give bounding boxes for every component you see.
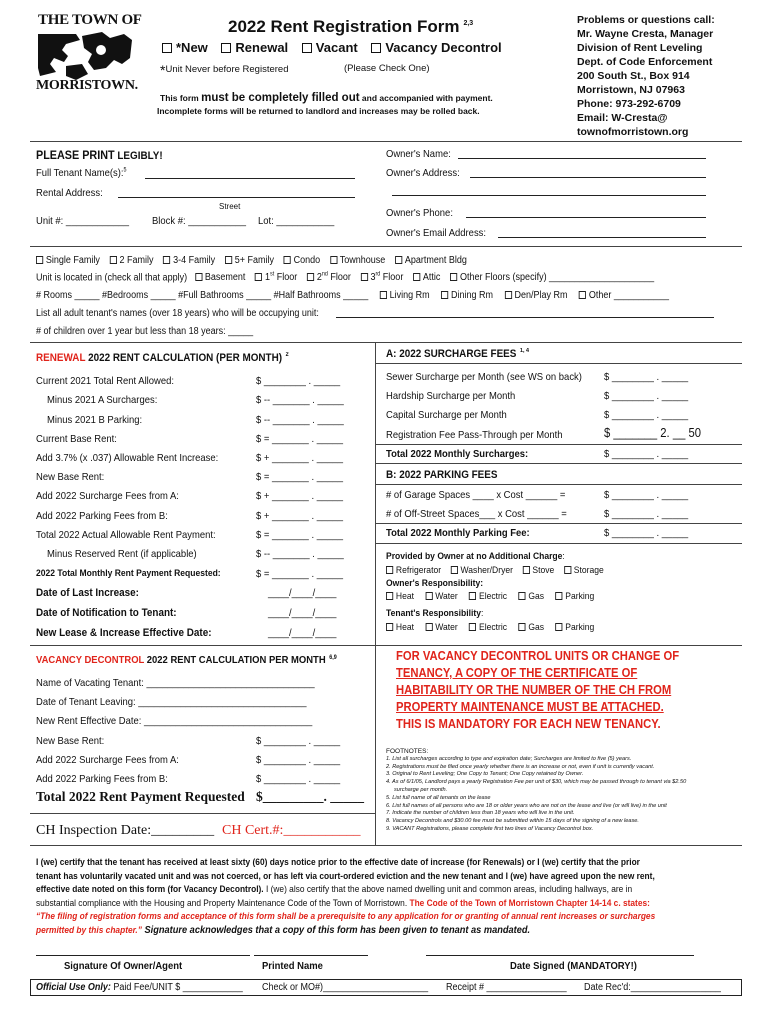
new-rent-effective-date-field[interactable]: New Rent Effective Date: ________________________________ [36,715,313,727]
certification-text [36,856,655,937]
street-caption: Street [219,202,241,211]
certificate-notice [396,648,679,733]
print-legibly: PLEASE PRINT LEGIBLY! [36,148,163,162]
footnote: 5. List full name of all tenants on the lease [386,794,491,801]
vacancy-new-base-rent-field[interactable]: $ ________ . _____ [256,735,341,747]
owner-signature-line[interactable] [36,955,250,956]
receipt-field[interactable]: Receipt # ________________ [446,982,567,993]
divider [30,246,742,247]
divider [30,141,742,142]
registration-type-options [162,40,502,55]
renewal-value-minus-b[interactable]: $ -- _______ . _____ [256,414,344,426]
basement-option[interactable]: Basement [195,272,245,283]
vacancy-total-field[interactable]: $_________. _____ [256,789,364,804]
refrigerator-option[interactable]: Refrigerator [386,565,441,576]
contact-line: Mr. Wayne Cresta, Manager [577,28,714,40]
rental-address-field[interactable] [118,197,355,198]
third-floor-option[interactable]: 3rd Floor [361,272,404,283]
notice-line: HABITABILITY OR THE NUMBER OF THE CH FROM [396,683,672,697]
renewal-value-surcharge-a[interactable]: $ + _______ . _____ [256,490,343,502]
parking-title: B: 2022 PARKING FEES [386,469,498,481]
contact-line: Problems or questions call: [577,14,715,26]
paid-fee-field[interactable]: Paid Fee/UNIT $ ____________ [110,982,243,993]
town-logo [36,12,140,96]
contact-block [577,13,715,139]
footnote: 2. Registrations must be filed once yearly whether there is an increase or not, even if unit is currently vacant. [386,763,655,770]
contact-line: Morristown, NJ 07963 [577,84,685,96]
contact-line: Division of Rent Leveling [577,42,703,54]
owner-address-field-2[interactable] [392,195,706,196]
renewal-row-minus-b: Minus 2021 B Parking: [47,414,143,426]
check-one-note: (Please Check One) [344,63,430,74]
form-title: 2022 Rent Registration Form $^{2,3}$ [228,17,474,36]
type-vacancy-decontrol[interactable]: Vacancy Decontrol [371,40,501,55]
other-room-option[interactable]: Other ___________ [579,290,669,301]
full-tenant-name-field[interactable] [145,178,355,179]
second-floor-option[interactable]: 2nd Floor [307,272,351,283]
footnotes-title: FOOTNOTES: [386,748,429,755]
vacancy-decontrol-checkbox[interactable] [371,43,381,53]
footnote: 6. List full names of all persons who are 18 or older years who are not on the lease and live (or will live) in the unit [386,802,667,809]
contact-line: Phone: 973-292-6709 [577,98,681,110]
date-last-increase-label: Date of Last Increase: [36,587,139,599]
vacant-checkbox[interactable] [302,43,312,53]
tenant-parking-option[interactable]: Parking [555,622,594,633]
renewal-value-new-base[interactable]: $ = _______ . _____ [256,471,343,483]
divider [375,363,742,364]
owner-name-label: Owner's Name: [386,148,451,160]
condo-option[interactable]: Condo [284,255,320,266]
owner-address-field[interactable] [470,177,706,178]
owner-signature-label: Signature Of Owner/Agent [64,960,183,972]
footnote: surcharge per month. [394,786,448,793]
surcharge-title: A: 2022 SURCHARGE FEES $^{1, 4}$ [386,348,530,360]
column-divider [375,645,376,845]
garage-spaces-label[interactable]: # of Garage Spaces ____ x Cost ______ = [386,489,566,501]
vacancy-parking-label: Add 2022 Parking Fees from B: [36,773,168,785]
renewal-value-current-rent[interactable]: $ ________ . _____ [256,375,341,387]
divider [375,523,742,524]
renewal-value-base-rent[interactable]: $ = _______ . _____ [256,433,343,445]
certify-line: permitted by this chapter.” Signature acknowledges that a copy of this form has been given to tenant as mandated. [36,923,531,936]
unit-field[interactable]: Unit #: ____________ [36,215,130,227]
room-count-fields[interactable]: # Rooms _____ #Bedrooms _____ #Full Bathrooms _____ #Half Bathrooms _____ [36,290,369,301]
date-signed-label: Date Signed (MANDATORY!) [510,960,637,972]
date-last-increase-field[interactable]: ____/____/____ [268,587,337,599]
divider [30,845,742,846]
instruction-line-1: This form must be completely filled out and accompanied with payment. [160,92,493,104]
owner-address-label: Owner's Address: [386,167,460,179]
logo-line2: MORRISTOWN. [36,78,138,93]
first-floor-option[interactable]: 1st Floor [255,272,297,283]
printed-name-line[interactable] [254,955,368,956]
column-divider [375,342,376,645]
notice-line: FOR VACANCY DECONTROL UNITS OR CHANGE OF [396,649,680,663]
footnotes [386,748,686,834]
property-type-row [36,255,467,266]
effective-date-field[interactable]: ____/____/____ [268,627,337,639]
den-play-room-option[interactable]: Den/Play Rm [505,290,568,301]
vacancy-surcharge-field[interactable]: $ ________ . _____ [256,754,341,766]
adult-tenants-field[interactable] [336,317,714,318]
contact-line: Email: W-Cresta@ [577,112,668,124]
vacancy-new-base-rent-label: New Base Rent: [36,735,105,747]
certify-line: effective date noted on this form (for Vacancy Decontrol). I (we) also certify that the above named dwelling unit and common areas, including hallways, are in [36,884,633,895]
unit-note: *Unit Never before Registered [160,62,289,78]
certify-line: substantial compliance with the Housing and Property Maintenance Code of the Town of Morristown. The Code of the Town of Morristown Chapter 14-14 c. states: [36,897,650,909]
instruction-line-2: Incomplete forms will be returned to landlord and increases may be rolled back. [157,106,480,116]
renewal-title: RENEWAL 2022 RENT CALCULATION (PER MONTH) $^2$ [36,352,289,364]
renewal-checkbox[interactable] [221,43,231,53]
garage-spaces-field[interactable]: $ ________ . _____ [604,489,689,501]
owner-parking-option[interactable]: Parking [555,591,594,602]
renewal-row-base-rent: Current Base Rent: [36,433,117,445]
certify-line: “The filing of registration forms and acceptance of this form shall be a prerequisite to any application for or granting of annual rent increases or surcharges [36,911,656,922]
notice-line: TENANCY, A COPY OF THE CERTIFICATE OF [396,666,638,680]
provided-items [386,565,604,576]
room-counts [36,290,669,301]
owner-gas-option[interactable]: Gas [518,591,544,602]
renewal-row-total-requested: 2022 Total Monthly Rent Payment Requested: [36,568,221,579]
footnote: 8. Vacancy Decontrols and $30.00 fee must be submitted within 15 days of the signing of a new lease. [386,818,639,825]
two-family-option[interactable]: 2 Family [110,255,154,266]
owner-phone-field[interactable] [466,217,706,218]
divider [375,543,742,544]
official-use-row: Official Use Only: Paid Fee/UNIT $ ____________ [36,982,243,993]
stove-option[interactable]: Stove [523,565,555,576]
check-mo-field[interactable]: Check or MO#)_____________________ [262,982,429,993]
provided-by-owner: Provided by Owner at no Additional Charge: [386,551,565,562]
registration-fee-label: Registration Fee Pass-Through per Month [386,429,563,441]
owner-phone-label: Owner's Phone: [386,207,453,219]
divider [30,645,742,646]
renewal-row-total-allowable: Total 2022 Actual Allowable Rent Payment: [36,529,216,541]
renewal-value-total-allowable[interactable]: $ = _______ . _____ [256,529,343,541]
notice-line: PROPERTY MAINTENANCE MUST BE ATTACHED. [396,700,664,714]
renewal-row-increase: Add 3.7% (x .037) Allowable Rent Increase: [36,452,219,464]
hardship-surcharge-field[interactable]: $ ________ . _____ [604,390,689,402]
divider [375,463,742,464]
renewal-value-reserved[interactable]: $ -- _______ . _____ [256,548,344,560]
other-floors-option[interactable]: Other Floors (specify) _____________________ [450,272,654,283]
renewal-value-increase[interactable]: $ + _______ . _____ [256,452,343,464]
tenant-water-option[interactable]: Water [425,622,457,633]
three-four-family-option[interactable]: 3-4 Family [163,255,215,266]
off-street-spaces-label[interactable]: # of Off-Street Spaces___ x Cost ______ = [386,508,567,520]
unit-location-row: Unit is located in (check all that apply) Basement 1st Floor 2nd Floor 3rd Floor Attic Other Floors (specify) _____________________ [36,272,655,284]
type-new[interactable]: *New [162,40,208,55]
owner-email-field[interactable] [498,237,706,238]
footnote: 7. Indicate the number of children less than 18 years who will live in the unit. [386,810,575,817]
vacancy-title: VACANCY DECONTROL 2022 RENT CALCULATION PER MONTH $^{6,9}$ [36,654,337,666]
full-tenant-name-label: Full Tenant Name(s):$^5$ [36,167,127,179]
storage-option[interactable]: Storage [564,565,604,576]
owner-electric-option[interactable]: Electric [469,591,507,602]
townhouse-option[interactable]: Townhouse [330,255,385,266]
dining-room-option[interactable]: Dining Rm [441,290,493,301]
contact-line: townofmorristown.org [577,126,689,138]
owner-utilities [386,591,594,602]
block-field[interactable]: Block #: ___________ [152,215,247,227]
divider [375,444,742,445]
attic-option[interactable]: Attic [413,272,440,283]
apartment-bldg-option[interactable]: Apartment Bldg [395,255,467,266]
sewer-surcharge-label: Sewer Surcharge per Month (see WS on back) [386,371,582,383]
lot-field[interactable]: Lot: ___________ [258,215,335,227]
owner-name-field[interactable] [458,158,706,159]
renewal-row-reserved: Minus Reserved Rent (if applicable) [47,548,197,560]
vacancy-surcharge-label: Add 2022 Surcharge Fees from A: [36,754,179,766]
renewal-row-new-base: New Base Rent: [36,471,105,483]
total-surcharges-field[interactable]: $ ________ . _____ [604,448,689,460]
ch-inspection-date[interactable]: CH Inspection Date:_________ [36,823,215,838]
owner-responsibility-label: Owner's Responsibility: [386,578,484,589]
registration-fee-field[interactable]: $ _______ 2. __ 50 [604,426,701,440]
logo-line1: THE TOWN OF [38,12,142,28]
contact-line: 200 South St., Box 914 [577,70,690,82]
town-silhouette-icon [36,28,136,84]
effective-date-label: New Lease & Increase Effective Date: [36,627,212,639]
footnote: 3. Original to Rent Leveling; One Copy to Tenant; One Copy retained by Owner. [386,771,584,778]
renewal-value-minus-a[interactable]: $ -- _______ . _____ [256,394,344,406]
notice-line: THIS IS MANDATORY FOR EACH NEW TENANCY. [396,717,661,731]
renewal-row-parking-b: Add 2022 Parking Fees from B: [36,510,168,522]
certify-line: tenant has voluntarily vacated unit and was not coerced, or has left via court-ordered eviction and the new tenant and I (we) have agreed upon the new rent, [36,870,655,882]
certify-line: I (we) certify that the tenant has received at least sixty (60) days notice prior to the effective date of increase (for Renewals) or I (we) certify that the prior [36,857,640,868]
divider [30,813,375,814]
date-notification-label: Date of Notification to Tenant: [36,607,177,619]
sewer-surcharge-field[interactable]: $ ________ . _____ [604,371,689,383]
divider [375,484,742,485]
renewal-row-minus-a: Minus 2021 A Surcharges: [47,394,158,406]
date-signed-line[interactable] [426,955,694,956]
contact-line: Dept. of Code Enforcement [577,56,713,68]
vacancy-total-label: Total 2022 Rent Payment Requested [36,789,245,804]
rental-address-label: Rental Address: [36,187,103,199]
tenant-gas-option[interactable]: Gas [518,622,544,633]
type-renewal[interactable]: Renewal [221,40,288,55]
ch-cert-number[interactable]: CH Cert.#:___________ [222,823,361,838]
five-plus-family-option[interactable]: 5+ Family [225,255,274,266]
capital-surcharge-label: Capital Surcharge per Month [386,409,507,421]
adult-tenants-label: List all adult tenant's names (over 18 years) who will be occupying unit: [36,308,319,319]
printed-name-label: Printed Name [262,960,323,972]
hardship-surcharge-label: Hardship Surcharge per Month [386,390,516,402]
footnote: 1. List all surcharges according to type and expiration date; Surcharges are limited to five (5) years. [386,755,632,762]
children-count[interactable]: # of children over 1 year but less than 18 years: _____ [36,326,254,337]
tenant-responsibility-label: Tenant's Responsibility: [386,608,484,619]
renewal-value-total-requested[interactable]: $ = _______ . _____ [256,568,343,580]
tenant-electric-option[interactable]: Electric [469,622,507,633]
off-street-spaces-field[interactable]: $ ________ . _____ [604,508,689,520]
divider [30,342,742,343]
vacancy-parking-field[interactable]: $ ________ . _____ [256,773,341,785]
washer-dryer-option[interactable]: Washer/Dryer [451,565,513,576]
total-parking-field[interactable]: $ ________ . _____ [604,527,689,539]
tenant-leaving-date-field[interactable]: Date of Tenant Leaving: ________________________________ [36,696,307,708]
renewal-row-current-rent: Current 2021 Total Rent Allowed: [36,375,174,387]
owner-water-option[interactable]: Water [425,591,457,602]
renewal-value-parking-b[interactable]: $ + _______ . _____ [256,510,343,522]
vacating-tenant-field[interactable]: Name of Vacating Tenant: ________________________________ [36,677,315,689]
living-room-option[interactable]: Living Rm [380,290,430,301]
total-surcharges-label: Total 2022 Monthly Surcharges: [386,448,529,460]
type-vacant[interactable]: Vacant [302,40,358,55]
total-parking-label: Total 2022 Monthly Parking Fee: [386,527,530,539]
renewal-row-surcharge-a: Add 2022 Surcharge Fees from A: [36,490,179,502]
tenant-heat-option[interactable]: Heat [386,622,414,633]
capital-surcharge-field[interactable]: $ ________ . _____ [604,409,689,421]
owner-email-label: Owner's Email Address: [386,227,487,239]
date-notification-field[interactable]: ____/____/____ [268,607,337,619]
footnote: 9. VACANT Registrations, please complete first two lines of Vacancy Decontrol box. [386,825,594,832]
footnote: 4. As of 6/1/05, Landlord pays a yearly Registration Fee per unit of $30, which may be passed through to tenant via $2.50 [386,779,687,786]
single-family-option[interactable]: Single Family [36,255,100,266]
date-received-field[interactable]: Date Rec'd:__________________ [584,982,721,993]
tenant-utilities [386,622,594,633]
new-checkbox[interactable] [162,43,172,53]
owner-heat-option[interactable]: Heat [386,591,414,602]
